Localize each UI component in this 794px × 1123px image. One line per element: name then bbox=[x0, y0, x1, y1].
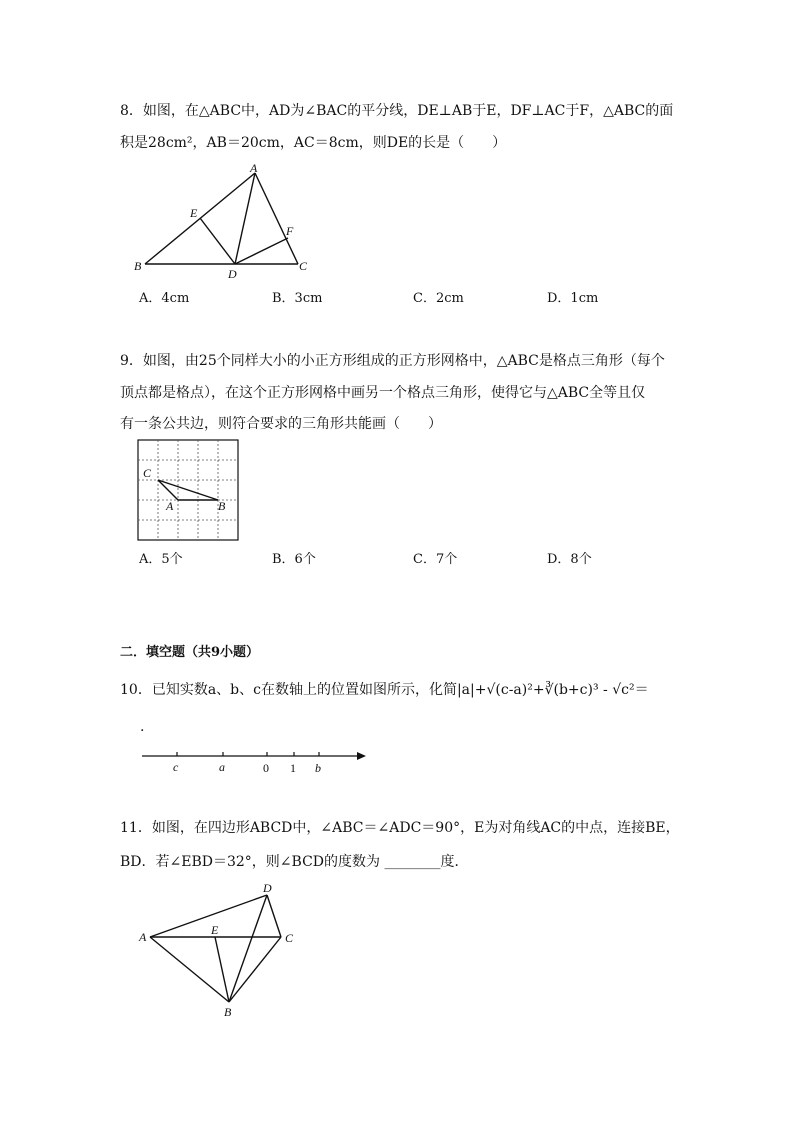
q11-quadrilateral-figure bbox=[135, 878, 315, 1020]
q9-stem-line3: 有一条公共边，则符合要求的三角形共能画（ ） bbox=[120, 416, 442, 432]
q10-number-line bbox=[138, 748, 373, 778]
q8-label-b: B bbox=[134, 259, 142, 273]
q8-label-c: C bbox=[299, 259, 308, 273]
q8-option-b[interactable]: B．3cm bbox=[272, 291, 323, 306]
q9-label-a: A bbox=[166, 499, 174, 513]
q10-axis-label-0: 0 bbox=[263, 761, 269, 775]
q10-stem-line1: 10．已知实数a、b、c在数轴上的位置如图所示，化简|a|+√(c-a)²+∛(b+c)³ - √c²＝ bbox=[120, 682, 649, 698]
q9-option-d[interactable]: D．8个 bbox=[547, 552, 592, 567]
q11-label-e: E bbox=[211, 923, 219, 937]
q10-axis-label-a: a bbox=[219, 760, 225, 774]
q9-stem-line1: 9．如图，由25个同样大小的小正方形组成的正方形网格中，△ABC是格点三角形（每个 bbox=[120, 353, 665, 369]
q11-label-c: C bbox=[285, 931, 294, 945]
q11-label-a: A bbox=[139, 930, 147, 944]
q10-axis-label-c: c bbox=[173, 760, 179, 774]
q10-axis-label-1: 1 bbox=[290, 761, 296, 775]
q11-stem-line1: 11．如图，在四边形ABCD中，∠ABC＝∠ADC＝90°，E为对角线AC的中点，连接BE， bbox=[120, 820, 680, 836]
section-title: 二．填空题（共9小题） bbox=[120, 645, 260, 660]
q8-label-e: E bbox=[190, 206, 198, 220]
q9-label-c: C bbox=[143, 466, 152, 480]
q10-stem-line2: . bbox=[140, 719, 145, 735]
q8-option-a[interactable]: A．4cm bbox=[139, 291, 190, 306]
q8-label-f: F bbox=[286, 224, 294, 238]
q9-option-a[interactable]: A．5个 bbox=[139, 552, 183, 567]
q11-label-b: B bbox=[224, 1005, 232, 1019]
q9-grid-figure bbox=[136, 438, 240, 542]
q11-label-d: D bbox=[263, 881, 272, 895]
q8-option-d[interactable]: D．1cm bbox=[547, 291, 599, 306]
q11-stem-line2: BD．若∠EBD＝32°，则∠BCD的度数为 ________度． bbox=[120, 854, 469, 870]
q9-option-c[interactable]: C．7个 bbox=[413, 552, 458, 567]
q9-stem-line2: 顶点都是格点），在这个正方形网格中画另一个格点三角形，使得它与△ABC全等且仅 bbox=[120, 385, 646, 401]
q8-option-c[interactable]: C．2cm bbox=[413, 291, 464, 306]
q8-triangle-figure bbox=[130, 160, 320, 285]
q9-option-b[interactable]: B．6个 bbox=[272, 552, 316, 567]
q9-label-b: B bbox=[218, 499, 226, 513]
q8-stem-line1: 8．如图，在△ABC中，AD为∠BAC的平分线，DE⊥AB于E，DF⊥AC于F，△ABC的面 bbox=[120, 103, 674, 119]
q10-axis-label-b: b bbox=[315, 761, 321, 775]
q8-label-a: A bbox=[250, 161, 258, 175]
q8-stem-line2: 积是28cm²，AB＝20cm，AC＝8cm，则DE的长是（ ） bbox=[120, 135, 507, 151]
q8-label-d: D bbox=[228, 267, 237, 281]
